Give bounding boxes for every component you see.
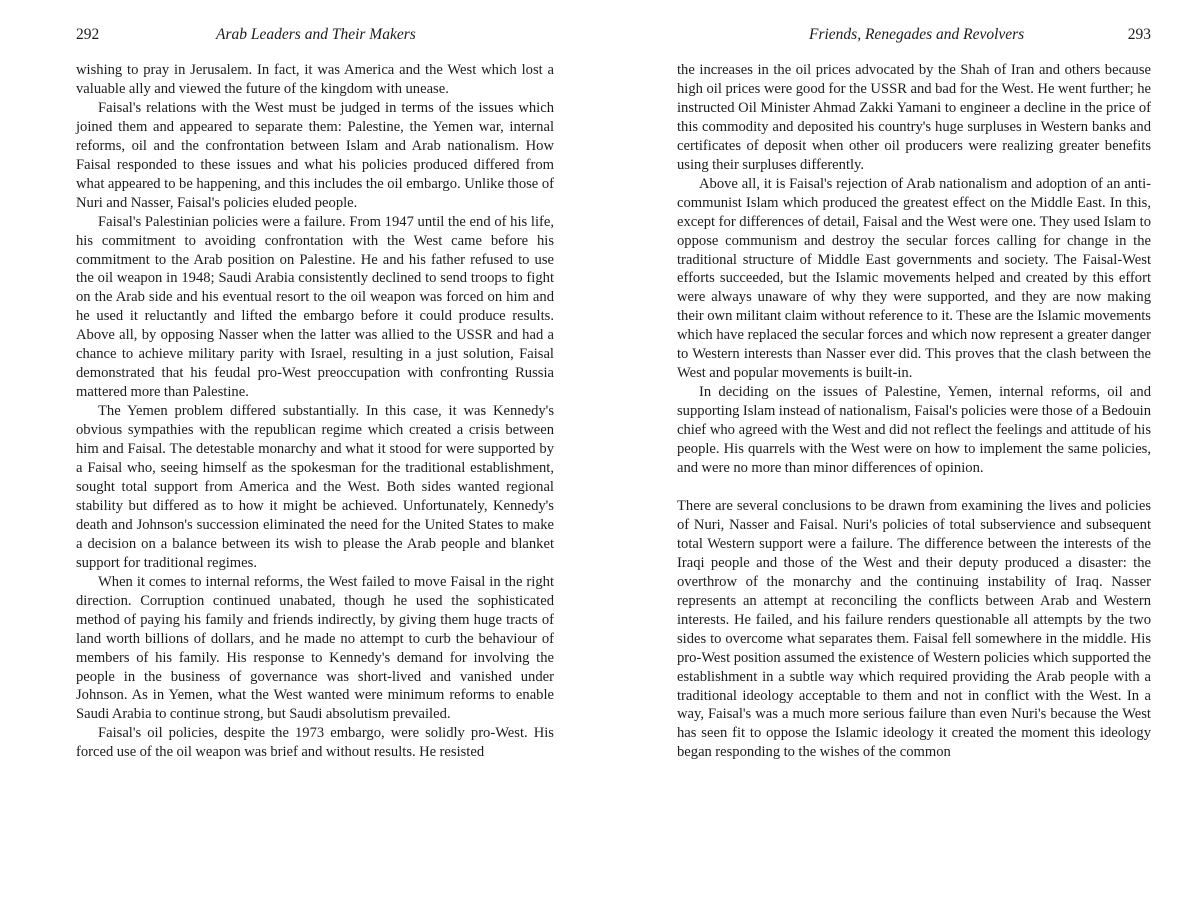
paragraph: Faisal's relations with the West must be judged in terms of the issues which joined them and appeared to separate them: Palestine, the Yemen war, internal reforms, oil and the confrontation between Islam and Arab nationalism. How Faisal responded to these issues and what his policies produced differed from what appeared to be happening, and this includes the oil embargo. Unlike those of Nuri and Nasser, Faisal's policies eluded people. [76,99,554,211]
paragraph: When it comes to internal reforms, the West failed to move Faisal in the right direction. Corruption continued unabated, though he used the sophisticated method of paying his family and friends indirectly, by giving them huge tracts of land worth billions of dollars, and he made no attempt to curb the behaviour of members of his family. His response to Kennedy's demand for involving the people in the business of governance was short-lived and vanished under Johnson. As in Yemen, what the West wanted were minimum reforms to enable Saudi Arabia to continue strong, but Saudi absolutism prevailed. [76,573,554,723]
paragraph: In deciding on the issues of Palestine, Yemen, internal reforms, oil and supporting Islam instead of nationalism, Faisal's policies were those of a Bedouin chief who agreed with the West and did not reflect the feelings and attitude of his people. His quarrels with the West were on how to implement the same policies, and were no more than minor differences of opinion. [677,384,1151,477]
left-running-title: Arab Leaders and Their Makers [216,26,416,43]
paragraph: The Yemen problem differed substantially. In this case, it was Kennedy's obvious sympathies with the republican regime which created a crisis between him and Faisal. The detestable monarchy and what it stood for were supported by a Faisal who, seeing himself as the spokesman for the traditional establishment, sought total support from America and the West. Both sides wanted regional stability but differed as to how it might be achieved. Unfortunately, Kennedy's death and Johnson's succession eliminated the need for the United States to make a decision on a balance between its wish to please the Arab people and blanket support for traditional regimes. [76,403,554,571]
paragraph: Faisal's oil policies, despite the 1973 embargo, were solidly pro-West. His forced use of the oil weapon was brief and without results. He resisted [76,725,554,761]
right-page-number: 293 [1127,26,1151,43]
paragraph: the increases in the oil prices advocated by the Shah of Iran and others because high oil prices were good for the USSR and bad for the West. He went further; he instructed Oil Minister Ahmad Zakki Yamani to engineer a decline in the price of this commodity and deposited his country's huge surpluses in Western banks and certificates of deposit when other oil producers were realizing greater benefits using their surpluses differently. [677,62,1151,173]
paragraph: Faisal's Palestinian policies were a failure. From 1947 until the end of his life, his commitment to avoiding confrontation with the West came before his commitment to the Arab position on Palestine. He and his father refused to use the oil weapon in 1948; Saudi Arabia consistently declined to send troops to fight on the Arab side and his eventual resort to the oil weapon was forced on him and he used it reluctantly and lifted the embargo before it could produce results. Above all, by opposing Nasser when the latter was allied to the USSR and had a chance to achieve military parity with Israel, resulting in a just solution, Faisal demonstrated that his feudal pro-West preoccupation with confronting Russia mattered more than Palestine. [76,213,554,401]
right-running-title: Friends, Renegades and Revolvers [809,26,1025,43]
paragraph: There are several conclusions to be drawn from examining the lives and policies of Nuri, Nasser and Faisal. Nuri's policies of total subservience and subsequent total Western support were a failure. The difference between the interests of the Iraqi people and those of the West and their deputy produced a disaster: the overthrow of the monarchy and the continuing instability of Iraq. Nasser represents an attempt at reconciling the conflicts between Arab and Western interests. He failed, and his failure renders questionable all attempts by the two sides to overcome what separates them. Faisal fell somewhere in the middle. His pro-West position assumed the existence of Western policies which supported the establishment in a subtle way which required providing the Arab people with a traditional ideology acceptable to them and not in conflict with the West. In a way, Faisal's was a much more serious failure than even Nuri's because the West has seen fit to oppose the Islamic ideology it created the moment this ideology began responding to the wishes of the common [677,497,1151,761]
left-page-header [76,26,554,54]
left-page-body [76,61,554,762]
paragraph: wishing to pray in Jerusalem. In fact, it was America and the West which lost a valuable ally and viewed the future of the kingdom with unease. [76,62,554,97]
right-page-body [677,61,1151,762]
left-page-number: 292 [76,26,100,43]
paragraph: Above all, it is Faisal's rejection of Arab nationalism and adoption of an anti-communist Islam which produced the greatest effect on the Middle East. In this, except for differences of detail, Faisal and the West were one. They used Islam to oppose communism and destroy the secular forces calling for change in the traditional structure of Middle East governments and society. The Faisal-West efforts succeeded, but the Islamic movements helped and created by this effort were always unaware of why they were supported, and they are now making their own militant claim without reference to it. These are the Islamic movements which have replaced the secular forces and which now represent a greater danger to Western interests than Nasser ever did. This proves that the clash between the West and popular movements is built-in. [677,175,1151,382]
right-page-header [677,26,1151,54]
